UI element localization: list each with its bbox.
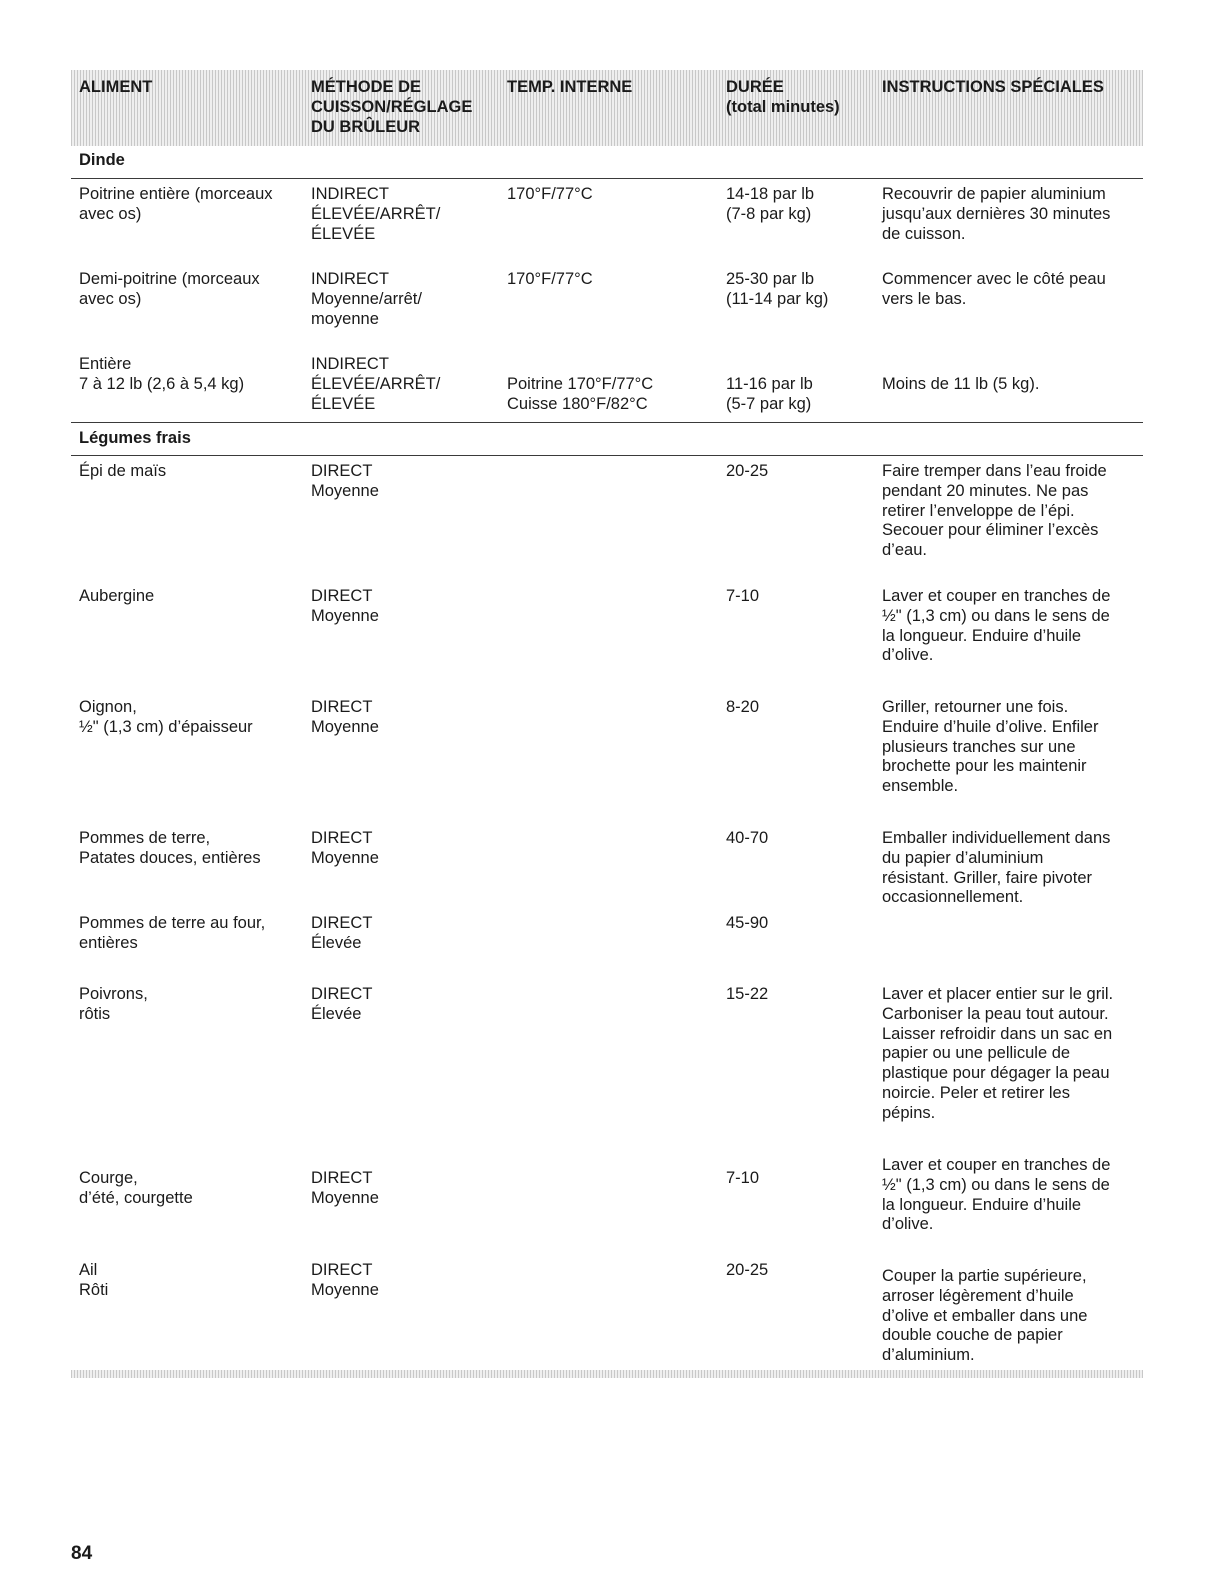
cell-methode: INDIRECT ÉLEVÉE/ARRÊT/ ÉLEVÉE bbox=[311, 185, 441, 243]
page-number: 84 bbox=[71, 1543, 93, 1564]
cell-temp: 170°F/77°C bbox=[507, 270, 593, 288]
section-title-legumes: Légumes frais bbox=[79, 429, 191, 447]
cell-aliment: Aubergine bbox=[79, 587, 155, 605]
header-methode: MÉTHODE DE CUISSON/RÉGLAGE DU BRÛLEUR bbox=[311, 78, 473, 136]
cell-instructions: Emballer individuellement dans du papier d’aluminium résistant. Griller, faire pivoter occasionnellement. bbox=[882, 829, 1111, 907]
cell-methode: DIRECT Moyenne bbox=[311, 462, 379, 500]
cell-aliment: Pommes de terre au four, entières bbox=[79, 914, 266, 952]
cell-methode: INDIRECT ÉLEVÉE/ARRÊT/ ÉLEVÉE bbox=[311, 355, 441, 413]
cell-aliment: Poivrons, rôtis bbox=[79, 985, 148, 1023]
cell-instructions: Recouvrir de papier aluminium jusqu’aux dernières 30 minutes de cuisson. bbox=[882, 185, 1111, 243]
cell-instructions: Couper la partie supérieure, arroser légèrement d’huile d’olive et emballer dans une double couche de papier d’aluminium. bbox=[882, 1267, 1088, 1365]
cell-instructions: Commencer avec le côté peau vers le bas. bbox=[882, 270, 1106, 308]
cell-instructions: Faire tremper dans l’eau froide pendant 20 minutes. Ne pas retirer l’enveloppe de l’épi. Secouer pour éliminer l’excès d’eau. bbox=[882, 462, 1107, 560]
cell-duree: 14-18 par lb (7-8 par kg) bbox=[726, 185, 815, 223]
cell-instructions: Laver et couper en tranches de ½" (1,3 cm) ou dans le sens de la longueur. Enduire d’huile d’olive. bbox=[882, 1156, 1111, 1234]
cell-aliment: Poitrine entière (morceaux avec os) bbox=[79, 185, 273, 223]
cell-aliment: Pommes de terre, Patates douces, entières bbox=[79, 829, 261, 867]
cell-aliment: Entière 7 à 12 lb (2,6 à 5,4 kg) bbox=[79, 355, 245, 393]
cell-aliment: Demi-poitrine (morceaux avec os) bbox=[79, 270, 260, 308]
cell-methode: INDIRECT Moyenne/arrêt/ moyenne bbox=[311, 270, 422, 328]
footer-band bbox=[71, 1370, 1143, 1378]
cell-methode: DIRECT Moyenne bbox=[311, 1169, 379, 1207]
cell-duree: 7-10 bbox=[726, 1169, 760, 1187]
cell-methode: DIRECT Moyenne bbox=[311, 587, 379, 625]
header-temp: TEMP. INTERNE bbox=[507, 78, 633, 96]
cell-duree: 20-25 bbox=[726, 1261, 769, 1279]
cell-duree: 8-20 bbox=[726, 698, 760, 716]
cell-aliment: Épi de maïs bbox=[79, 462, 167, 480]
cell-duree: 7-10 bbox=[726, 587, 760, 605]
cell-duree: 45-90 bbox=[726, 914, 769, 932]
section-rule bbox=[71, 178, 1143, 179]
cell-duree: 40-70 bbox=[726, 829, 769, 847]
cell-aliment: Courge, d’été, courgette bbox=[79, 1169, 193, 1207]
cell-methode: DIRECT Élevée bbox=[311, 985, 373, 1023]
cell-instructions: Moins de 11 lb (5 kg). bbox=[882, 375, 1040, 393]
header-duree: DURÉE (total minutes) bbox=[726, 78, 840, 116]
cell-duree: 15-22 bbox=[726, 985, 769, 1003]
section-rule bbox=[71, 455, 1143, 456]
section-title-dinde: Dinde bbox=[79, 151, 125, 169]
header-aliment: ALIMENT bbox=[79, 78, 153, 96]
cell-temp: 170°F/77°C bbox=[507, 185, 593, 203]
cell-duree: 20-25 bbox=[726, 462, 769, 480]
cell-instructions: Laver et placer entier sur le gril. Carboniser la peau tout autour. Laisser refroidir dans un sac en papier ou une pellicule de plastique pour dégager la peau noircie. Peler et retirer les pépins. bbox=[882, 985, 1114, 1122]
cell-aliment: Oignon, ½" (1,3 cm) d’épaisseur bbox=[79, 698, 253, 736]
section-rule bbox=[71, 422, 1143, 423]
cell-methode: DIRECT Moyenne bbox=[311, 829, 379, 867]
cell-instructions: Griller, retourner une fois. Enduire d’huile d’olive. Enfiler plusieurs tranches sur une brochette pour les maintenir ensemble. bbox=[882, 698, 1099, 796]
cell-methode: DIRECT Moyenne bbox=[311, 698, 379, 736]
cell-temp: Poitrine 170°F/77°C Cuisse 180°F/82°C bbox=[507, 375, 654, 413]
cell-instructions: Laver et couper en tranches de ½" (1,3 cm) ou dans le sens de la longueur. Enduire d’huile d’olive. bbox=[882, 587, 1111, 665]
cell-methode: DIRECT Élevée bbox=[311, 914, 373, 952]
header-instructions: INSTRUCTIONS SPÉCIALES bbox=[882, 78, 1104, 96]
cell-methode: DIRECT Moyenne bbox=[311, 1261, 379, 1299]
cell-duree: 11-16 par lb (5-7 par kg) bbox=[726, 375, 813, 413]
cell-aliment: Ail Rôti bbox=[79, 1261, 109, 1299]
cell-duree: 25-30 par lb (11-14 par kg) bbox=[726, 270, 829, 308]
